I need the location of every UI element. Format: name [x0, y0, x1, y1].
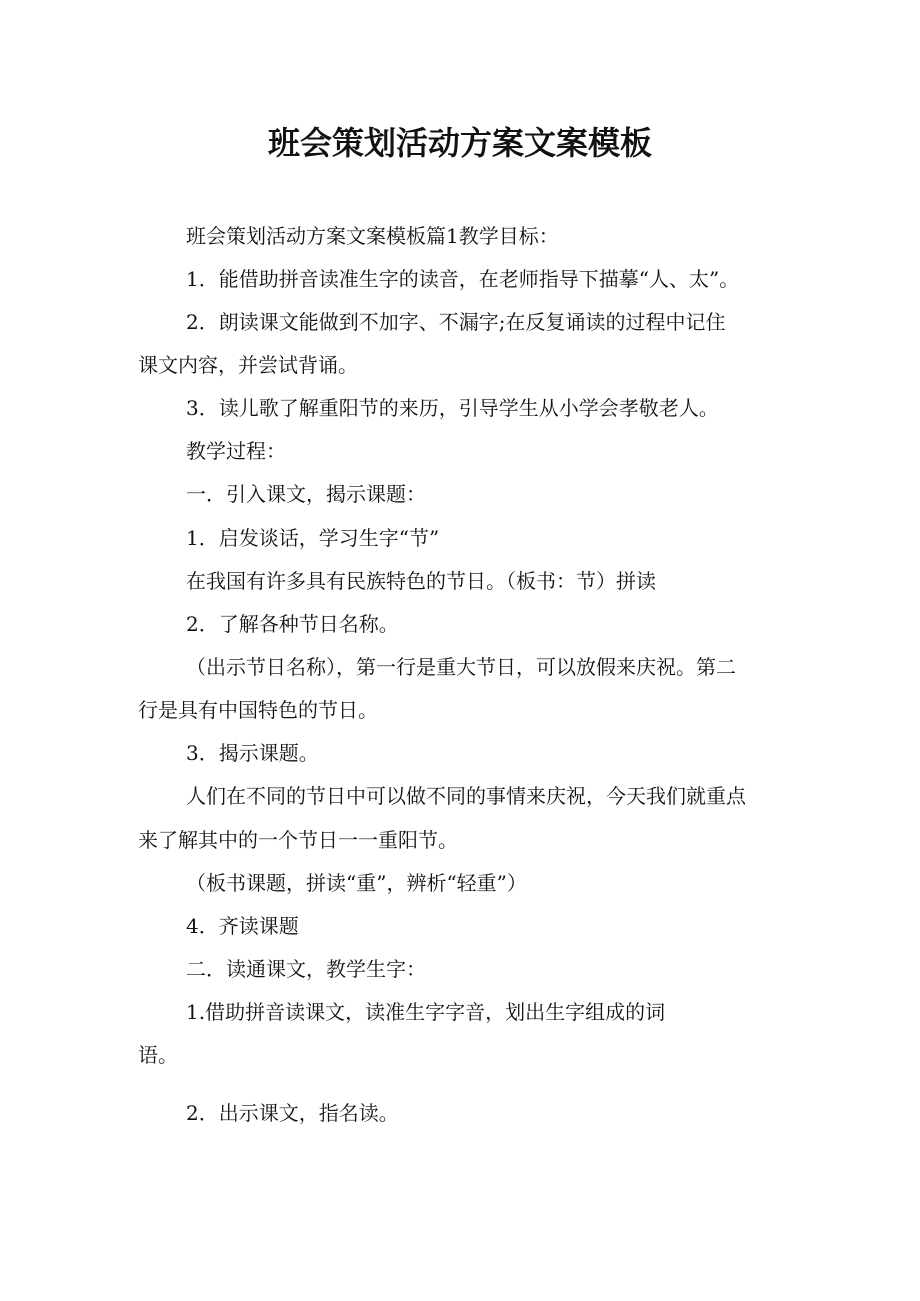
paragraph-line: 二．读通课文，教学生字：: [186, 957, 426, 981]
paragraph-line: 语。: [138, 1043, 178, 1067]
paragraph-line: 人们在不同的节日中可以做不同的事情来庆祝，今天我们就重点: [186, 784, 746, 808]
document-title: 班会策划活动方案文案模板: [267, 124, 652, 162]
paragraph-line: 2．了解各种节日名称。: [186, 612, 399, 636]
paragraph-line: 在我国有许多具有民族特色的节日。（板书：节）拼读: [186, 569, 656, 593]
paragraph-line: 一．引入课文，揭示课题：: [186, 482, 426, 506]
paragraph-line: 来了解其中的一个节日一一重阳节。: [138, 828, 458, 852]
paragraph-line: 2．出示课文，指名读。: [186, 1101, 399, 1125]
paragraph-line: 3．揭示课题。: [186, 741, 319, 765]
paragraph-line: （出示节日名称），第一行是重大节日，可以放假来庆祝。第二: [186, 655, 736, 679]
paragraph-line: 2．朗读课文能做到不加字、不漏字;在反复诵读的过程中记住: [186, 310, 726, 334]
paragraph-line: （板书课题，拼读“重”，辨析“轻重”）: [186, 871, 527, 895]
paragraph-line: 1.借助拼音读课文，读准生字字音，划出生字组成的词: [186, 1000, 666, 1024]
paragraph-line: 课文内容，并尝试背诵。: [138, 353, 358, 377]
paragraph-line: 班会策划活动方案文案模板篇1教学目标：: [186, 224, 559, 248]
paragraph-line: 4．齐读课题: [186, 914, 299, 938]
paragraph-line: 教学过程：: [186, 439, 286, 463]
paragraph-line: 1．启发谈话，学习生字“节”: [186, 526, 440, 550]
paragraph-line: 行是具有中国特色的节日。: [138, 698, 378, 722]
paragraph-line: 3．读儿歌了解重阳节的来历，引导学生从小学会孝敬老人。: [186, 396, 719, 420]
paragraph-line: 1．能借助拼音读准生字的读音，在老师指导下描摹“人、太”。: [186, 267, 740, 291]
